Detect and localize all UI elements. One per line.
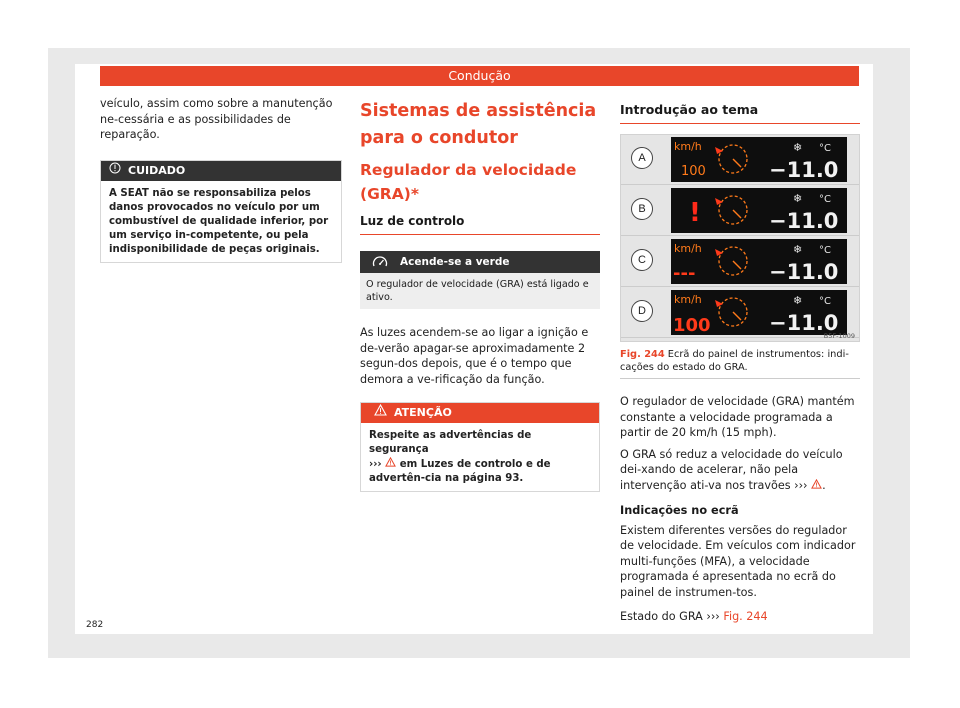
speedometer-needle	[733, 210, 741, 218]
snowflake-icon: ❄	[793, 141, 803, 154]
warning-exclamation-icon: !	[689, 198, 701, 228]
speed-marker-icon	[715, 300, 723, 307]
figure-code: B5F-1009	[823, 332, 855, 340]
temperature-unit: °C	[819, 143, 831, 154]
snowflake-icon: ❄	[793, 192, 803, 205]
display-graphic	[671, 290, 847, 335]
display-graphic	[671, 188, 847, 233]
figure-244	[620, 134, 860, 342]
warning-triangle-icon[interactable]	[811, 479, 822, 492]
reference-arrow: ›››	[794, 478, 808, 492]
lamp-description: O regulador de velocidade (GRA) está ligado e ativo.	[360, 273, 600, 309]
intro-heading: Introdução ao tema	[620, 96, 860, 124]
state-label: C	[631, 249, 653, 271]
cruise-control-speedometer-icon	[360, 255, 400, 269]
middle-column	[360, 96, 600, 492]
info-circle-icon	[109, 161, 121, 181]
temperature-unit: °C	[819, 194, 831, 205]
display-graphic	[671, 239, 847, 284]
indications-heading: Indicações no ecrã	[620, 503, 739, 517]
attention-line2	[369, 457, 591, 486]
warning-lamp-table	[360, 251, 600, 309]
warning-triangle-icon[interactable]	[385, 459, 400, 470]
set-speed-value: ---	[673, 263, 696, 284]
intro-paragraph-3: Existem diferentes versões do regulador de velocidade. Em veículos com indicador multi-funções (MFA), a velocidade programada é apresentada no ecrã do painel de instrumen-tos.	[620, 523, 856, 599]
right-column	[620, 96, 860, 624]
section-title	[360, 158, 600, 206]
page-number: 282	[86, 620, 104, 630]
temperature-unit: °C	[819, 245, 831, 256]
outside-temperature: −11.0	[769, 311, 839, 335]
instrument-display	[671, 137, 847, 182]
snowflake-icon: ❄	[793, 294, 803, 307]
figure-link[interactable]: Fig. 244	[723, 609, 768, 623]
state-label: B	[631, 198, 653, 220]
intro-paragraph-1: O regulador de velocidade (GRA) mantém constante a velocidade programada a partir de 20 km/h (15 mph).	[620, 395, 855, 440]
gra-state-text: Estado do GRA	[620, 609, 703, 623]
outside-temperature: −11.0	[769, 260, 839, 284]
lamp-heading: Luz de controlo	[360, 214, 600, 235]
left-column	[100, 96, 342, 263]
speed-unit: km/h	[674, 140, 702, 153]
speed-unit: km/h	[674, 293, 702, 306]
set-speed-value: 100	[673, 315, 711, 335]
speed-marker-icon	[715, 147, 723, 154]
attention-title: ATENÇÃO	[394, 406, 452, 420]
speed-marker-icon	[715, 249, 723, 256]
lamp-row-header	[360, 251, 600, 273]
instrument-display	[671, 290, 847, 335]
attention-text	[361, 423, 599, 491]
speedometer-needle	[733, 312, 741, 320]
continuation-text: veículo, assim como sobre a manutenção ne-cessária e as possibilidades de reparação.	[100, 97, 333, 142]
section-title-line1: Regulador da velocidade	[360, 161, 577, 179]
speedometer-needle	[733, 159, 741, 167]
attention-line1: Respeite as advertências de segurança	[369, 430, 532, 456]
caution-box	[100, 160, 342, 263]
set-speed-value: 100	[681, 164, 706, 179]
caution-text: A SEAT não se responsabiliza pelos danos provocados no veículo por um combustível de qualidade inferior, por um serviço in-competente, ou pela indisponibilidade de peças originais.	[109, 187, 329, 255]
state-label: A	[631, 147, 653, 169]
figure-ref: Fig. 244	[620, 349, 665, 360]
attention-header	[361, 403, 599, 423]
temperature-unit: °C	[819, 296, 831, 307]
caution-title: CUIDADO	[128, 163, 186, 177]
section-title-line2: (GRA)*	[360, 185, 419, 203]
outside-temperature: −11.0	[769, 209, 839, 233]
attention-reference-text: em Luzes de controlo e de advertên-cia na página 93.	[369, 459, 551, 485]
display-state-row	[621, 237, 859, 287]
figure-caption-text: Ecrã do painel de instrumentos: indi-cações do estado do GRA.	[620, 349, 849, 373]
lamp-state: Acende-se a verde	[400, 256, 510, 268]
display-graphic	[671, 137, 847, 182]
reference-arrow: ›››	[706, 609, 720, 623]
chapter-title	[360, 98, 600, 152]
intro-paragraph-2-text: O GRA só reduz a velocidade do veículo dei-xando de acelerar, não pela intervenção ati-va nos travões	[620, 447, 843, 492]
warning-triangle-icon	[374, 403, 387, 423]
figure-caption	[620, 348, 860, 379]
state-label: D	[631, 300, 653, 322]
reference-arrow: ›››	[369, 459, 382, 471]
speed-unit: km/h	[674, 242, 702, 255]
lamp-paragraph: As luzes acendem-se ao ligar a ignição e de-verão apagar-se aproximadamente 2 segun-dos depois, que é o tempo que demora a ve-rificação da função.	[360, 326, 589, 386]
gra-state-line	[620, 609, 860, 625]
instrument-display	[671, 188, 847, 233]
display-state-row	[621, 135, 859, 185]
display-state-row	[621, 288, 859, 338]
caution-header	[101, 161, 341, 181]
chapter-title-line2: para o condutor	[360, 128, 518, 148]
display-state-row	[621, 186, 859, 236]
chapter-title-line1: Sistemas de assistência	[360, 101, 597, 121]
outside-temperature: −11.0	[769, 158, 839, 182]
snowflake-icon: ❄	[793, 243, 803, 256]
instrument-display	[671, 239, 847, 284]
speedometer-needle	[733, 261, 741, 269]
speed-marker-icon	[715, 198, 723, 205]
intro-paragraph-2: O GRA só reduz a velocidade do veículo dei-xando de acelerar, não pela intervenção ati-va nos travões ››› .	[620, 447, 843, 492]
section-header: Condução	[100, 66, 859, 86]
attention-box	[360, 402, 600, 492]
